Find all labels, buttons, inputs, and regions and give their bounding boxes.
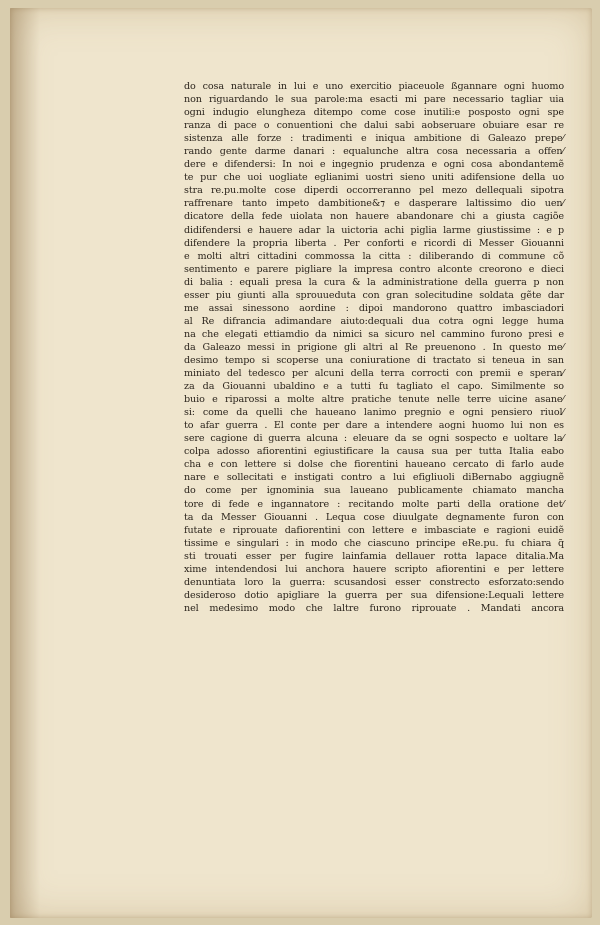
text-block (184, 80, 564, 615)
text-line: desideroso dotio apigliare la guerra per sua difensione:Lequali lettere (184, 589, 564, 601)
text-line: sentimento e parere pigliare la impresa contro alconte creorono e dieci (184, 263, 564, 275)
text-line: raffrenare tanto impeto dambitione&⁊ e dasperare laltissimo dio uen⁄ (184, 198, 564, 210)
text-line: nare e sollecitati e instigati contro a lui efigliuoli diBernabo aggiugnẽ (184, 472, 564, 484)
text-line: xime intendendosi lui anchora hauere scripto afiorentini e per lettere (184, 563, 564, 575)
text-line: e molti altri cittadini commossa la citta : diliberando di commune cõ (184, 250, 564, 262)
text-line: rando gente darme danari : equalunche altra cosa necessaria a offen⁄ (184, 146, 564, 158)
text-line: stra re.pu.molte cose diperdi occorreranno pel mezo dellequali sipotra (184, 185, 564, 197)
text-line: didifendersi e hauere adar la uictoria achi piglia larme giustissime : e p (184, 224, 564, 236)
text-line: sere cagione di guerra alcuna : eleuare da se ogni sospecto e uoltare la⁄ (184, 433, 564, 445)
text-line: ta da Messer Giouanni . Lequa cose diuulgate degnamente furon con (184, 511, 564, 523)
text-line: tore di fede e ingannatore : recitando molte parti della oratione det⁄ (184, 498, 564, 510)
text-line: non riguardando le sua parole:ma esacti mi pare necessario tagliar uia (184, 94, 564, 106)
text-line: tissime e singulari : in modo che ciascuno principe eRe.pu. fu chiara q̃ (184, 537, 564, 549)
text-line: nel medesimo modo che laltre furono riprouate . Mandati ancora (184, 602, 564, 614)
text-line: esser piu giunti alla sprouueduta con gran solecitudine soldata gẽte dar (184, 289, 564, 301)
text-line: do come per ignominia sua laueano publicamente chiamato mancha (184, 485, 564, 497)
text-line: do cosa naturale in lui e uno exercitio piaceuole ßgannare ogni huomo (184, 81, 564, 92)
text-line: te pur che uoi uogliate eglianimi uostri sieno uniti adifensione della uo (184, 172, 564, 184)
text-line: sistenza alle forze : tradimenti e iniqua ambitione di Galeazo prepe⁄ (184, 133, 564, 145)
text-line: miniato del tedesco per alcuni della terra corrocti con premii e speran⁄ (184, 368, 564, 380)
text-line: to afar guerra . El conte per dare a intendere aogni huomo lui non es (184, 420, 564, 432)
text-line: denuntiata loro la guerra: scusandosi esser constrecto esforzato:sendo (184, 576, 564, 588)
text-line: di balia : equali presa la cura & la administratione della guerra p non (184, 276, 564, 288)
book-page (10, 8, 592, 918)
text-line: da Galeazo messi in prigione gli altri al Re preuenono . In questo me⁄ (184, 341, 564, 353)
text-line: si: come da quelli che haueano lanimo pregnio e ogni pensiero riuol⁄ (184, 407, 564, 419)
text-line: ogni indugio elungheza ditempo come cose inutili:e posposto ogni spe (184, 107, 564, 119)
text-line: ranza di pace o conuentioni che dalui sabi aobseruare obuiare esar re (184, 120, 564, 132)
text-line: dicatore della fede uiolata non hauere abandonare chi a giusta cagiõe (184, 211, 564, 223)
text-line: futate e riprouate dafiorentini con lettere e imbasciate e ragioni euidẽ (184, 524, 564, 536)
text-line: za da Giouanni ubaldino e a tutti fu tagliato el capo. Similmente so (184, 381, 564, 393)
text-line: na che elegati ettiamdio da nimici sa sicuro nel cammino furono presi e (184, 328, 564, 340)
text-line: al Re difrancia adimandare aiuto:dequali dua cotra ogni legge huma (184, 315, 564, 327)
text-line: desimo tempo si scoperse una coniuratione di tractato si teneua in san (184, 354, 564, 366)
text-line: buio e riparossi a molte altre pratiche tenute nelle terre uicine asane⁄ (184, 394, 564, 406)
text-line: me assai sinessono aordine : dipoi mandorono quattro imbasciadori (184, 302, 564, 314)
text-line: dere e difendersi: In noi e ingegnio prudenza e ogni cosa abondantemẽ (184, 159, 564, 171)
text-line: colpa adosso afiorentini egiustificare la causa sua per tutta Italia eabo (184, 446, 564, 458)
page-gutter-shadow (10, 8, 40, 918)
text-line: difendere la propria liberta . Per conforti e ricordi di Messer Giouanni (184, 237, 564, 249)
text-line: sti trouati esser per fugire lainfamia dellauer rotta lapace ditalia.Ma (184, 550, 564, 562)
text-line: cha e con lettere si dolse che fiorentini haueano cercato di farlo aude (184, 459, 564, 471)
